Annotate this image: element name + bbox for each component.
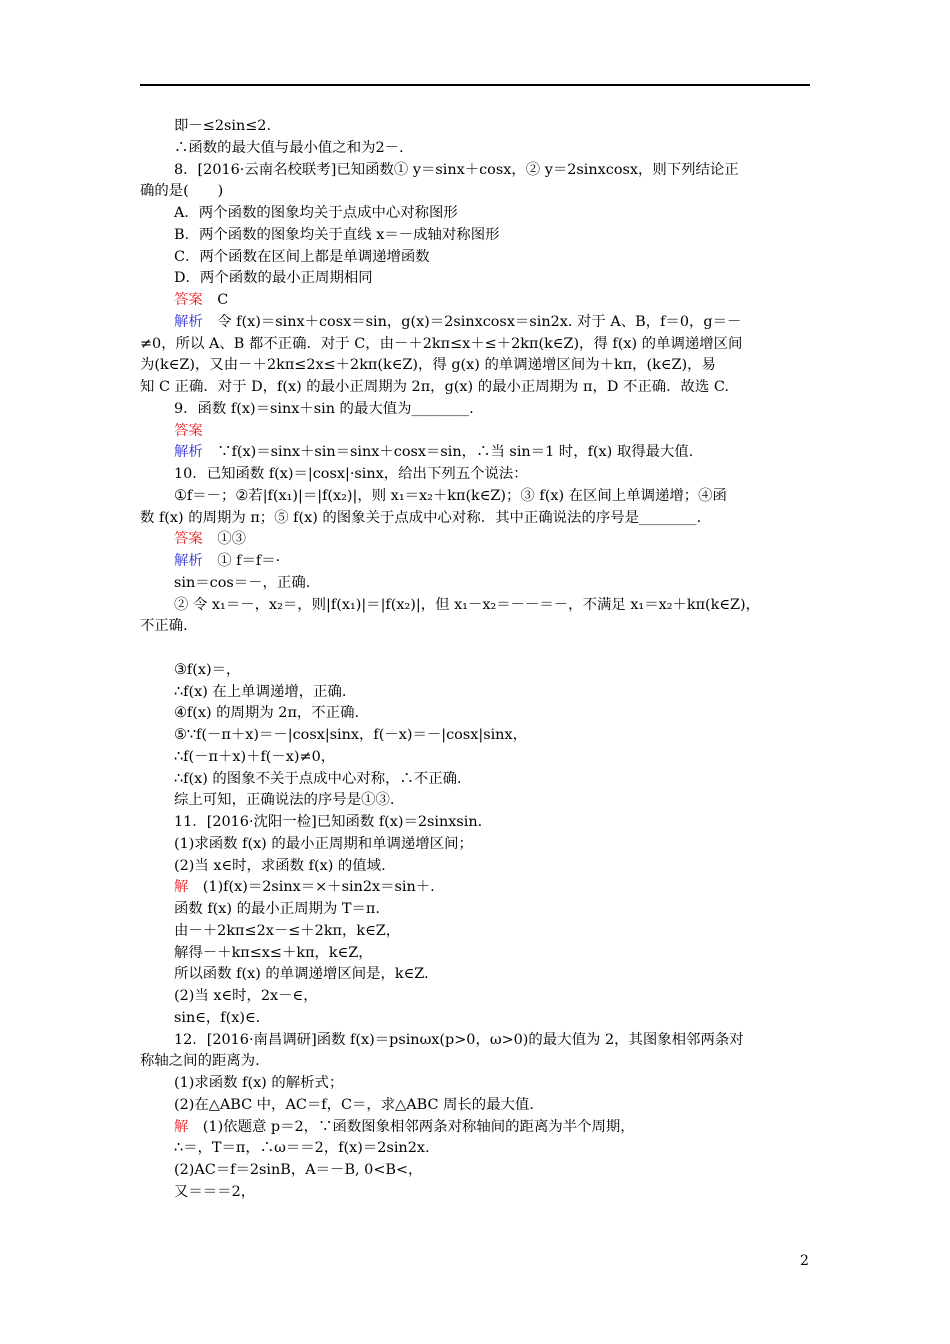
line-text: A．两个函数的图象均关于点成中心对称图形 [174, 205, 458, 221]
text-line [174, 247, 814, 269]
text-line [174, 812, 814, 834]
text-line [174, 551, 814, 573]
text-line [174, 703, 814, 725]
line-text: ∴＝，T＝π，∴ω＝＝2，f(x)＝2sin2x. [174, 1140, 430, 1157]
line-text: ∴f(x) 的图象不关于点成中心对称，∴不正确. [174, 770, 462, 787]
line-text: 9．函数 f(x)＝sinx＋sin 的最大值为________. [174, 400, 474, 417]
line-text: sin∈，f(x)∈. [174, 1009, 261, 1026]
text-line [174, 682, 814, 704]
text-line [174, 856, 814, 878]
text-line [174, 769, 814, 791]
line-text: (1)f(x)＝2sinx＝×＋sin2x＝sin＋. [188, 879, 435, 896]
text-line [174, 268, 814, 290]
text-line [174, 790, 814, 812]
blank-line [174, 638, 814, 660]
analysis-label: 解析 [174, 444, 203, 461]
text-line [174, 1073, 814, 1095]
text-line [174, 725, 814, 747]
text-line [174, 834, 814, 856]
text-line [174, 986, 814, 1008]
line-text: 数 f(x) 的周期为 π；⑤ f(x) 的图象关于点成中心对称．其中正确说法的序号是________. [140, 509, 702, 526]
line-text: ③f(x)＝， [174, 661, 241, 678]
answer-label: 答案 [174, 292, 203, 308]
line-text: 所以函数 f(x) 的单调递增区间是，k∈Z. [174, 966, 429, 983]
header-rule [140, 84, 810, 86]
text-line [174, 138, 814, 160]
text-line [174, 1008, 814, 1030]
text-line [140, 334, 814, 356]
line-text: 11．[2016·沈阳一检]已知函数 f(x)＝2sinxsin. [174, 814, 483, 830]
text-line [174, 442, 814, 464]
document-body [140, 116, 814, 1204]
line-text: ④f(x) 的周期为 2π，不正确. [174, 705, 360, 722]
text-line [174, 1160, 814, 1182]
line-text: ∵f(x)＝sinx＋sin＝sinx＋cosx＝sin，∴当 sin＝1 时，f(x) 取得最大值. [202, 444, 694, 461]
text-line [174, 1117, 814, 1139]
text-line [140, 355, 814, 377]
text-line [174, 203, 814, 225]
line-text: 8．[2016·云南名校联考]已知函数① y＝sinx＋cosx，② y＝2sinxcosx，则下列结论正 [174, 161, 739, 178]
line-text: (2)当 x∈时，2x－∈， [174, 988, 318, 1004]
text-line [174, 660, 814, 682]
text-line [174, 1138, 814, 1160]
line-text: 确的是( ) [140, 183, 224, 200]
page-number: 2 [800, 1253, 809, 1269]
text-line [140, 616, 814, 638]
line-text: 解得－＋kπ≤x≤＋kπ，k∈Z， [174, 944, 373, 961]
text-line [140, 377, 814, 399]
answer-label: 答案 [174, 531, 203, 548]
line-text: (1)求函数 f(x) 的解析式； [174, 1075, 344, 1091]
text-line [174, 529, 814, 551]
line-text: B．两个函数的图象均关于直线 x＝－成轴对称图形 [174, 226, 500, 243]
line-text: D．两个函数的最小正周期相同 [174, 270, 373, 287]
text-line [174, 399, 814, 421]
answer-label: 解 [174, 1118, 189, 1135]
text-line [174, 921, 814, 943]
line-text: ≠0，所以 A、B 都不正确．对于 C，由－＋2kπ≤x＋≤＋2kπ(k∈Z)，得 f(x) 的单调递增区间 [140, 335, 743, 352]
line-text: 12．[2016·南昌调研]函数 f(x)＝psinωx(p>0，ω>0)的最大值为 2，其图象相邻两条对 [174, 1031, 744, 1048]
line-text: (2)AC＝f＝2sinB，A＝－B, 0<B<， [174, 1162, 423, 1178]
line-text: ∴f(－π＋x)＋f(－x)≠0， [174, 748, 336, 765]
text-line [174, 464, 814, 486]
line-text: 令 f(x)＝sinx＋cosx＝sin，g(x)＝2sinxcosx＝sin2x. 对于 A、B，f＝0，g＝－ [202, 313, 742, 330]
line-text: (2)当 x∈时，求函数 f(x) 的值域. [174, 857, 386, 874]
text-line [174, 747, 814, 769]
text-line [174, 160, 814, 182]
text-line [140, 181, 814, 203]
text-line [174, 1030, 814, 1052]
line-text: ∴f(x) 在上单调递增，正确. [174, 683, 347, 700]
line-text: ∴函数的最大值与最小值之和为2－. [174, 139, 404, 156]
line-text: sin＝cos＝－，正确. [174, 574, 311, 591]
line-text: (2)在△ABC 中，AC＝f，C＝，求△ABC 周长的最大值. [174, 1096, 534, 1113]
text-line [140, 1051, 814, 1073]
line-text: (1)求函数 f(x) 的最小正周期和单调递增区间； [174, 835, 473, 852]
line-text: ② 令 x₁＝－，x₂＝，则|f(x₁)|＝|f(x₂)|，但 x₁－x₂＝－－＝－，不满足 x₁＝x₂＋kπ(k∈Z)， [174, 596, 761, 613]
text-line [174, 225, 814, 247]
line-text: ① f＝f＝· [202, 553, 281, 569]
text-line [174, 595, 814, 617]
text-line [174, 964, 814, 986]
line-text: 函数 f(x) 的最小正周期为 T＝π. [174, 901, 380, 917]
text-line [174, 943, 814, 965]
text-line [174, 877, 814, 899]
text-line [174, 290, 814, 312]
text-line [174, 116, 814, 138]
line-text: ①f＝－；②若|f(x₁)|＝|f(x₂)|，则 x₁＝x₂＋kπ(k∈Z)；③ f(x) 在区间上单调递增；④函 [174, 487, 727, 504]
line-text: 10．已知函数 f(x)＝|cosx|·sinx，给出下列五个说法： [174, 466, 528, 482]
line-text: 为(k∈Z)，又由－＋2kπ≤2x≤＋2kπ(k∈Z)，得 g(x) 的单调递增区间为＋kπ，(k∈Z)，易 [140, 357, 716, 374]
text-line [174, 1095, 814, 1117]
line-text: 综上可知，正确说法的序号是①③. [174, 792, 395, 809]
answer-label: 答案 [174, 422, 203, 439]
text-line [174, 486, 814, 508]
line-text: ⑤∵f(－π＋x)＝－|cosx|sinx，f(－x)＝－|cosx|sinx， [174, 727, 527, 743]
line-text: 即－≤2sin≤2. [174, 118, 272, 134]
line-text: 不正确. [140, 618, 188, 635]
line-text: (1)依题意 p＝2，∵函数图象相邻两条对称轴间的距离为半个周期， [188, 1118, 635, 1135]
analysis-label: 解析 [174, 553, 203, 569]
line-text: 称轴之间的距离为. [140, 1053, 260, 1070]
answer-label: 解 [174, 879, 189, 896]
text-line [174, 573, 814, 595]
text-line [174, 312, 814, 334]
line-text: 知 C 正确．对于 D，f(x) 的最小正周期为 2π，g(x) 的最小正周期为 π，D 不正确．故选 C. [140, 379, 729, 395]
text-line [140, 508, 814, 530]
line-text: 由－＋2kπ≤2x－≤＋2kπ，k∈Z， [174, 922, 401, 939]
line-text: ①③ [202, 531, 246, 548]
text-line [174, 421, 814, 443]
text-line [174, 1182, 814, 1204]
line-text: C．两个函数在区间上都是单调递增函数 [174, 248, 430, 265]
line-text: C [202, 292, 229, 308]
text-line [174, 899, 814, 921]
line-text: 又＝＝＝2， [174, 1183, 256, 1200]
analysis-label: 解析 [174, 313, 203, 330]
